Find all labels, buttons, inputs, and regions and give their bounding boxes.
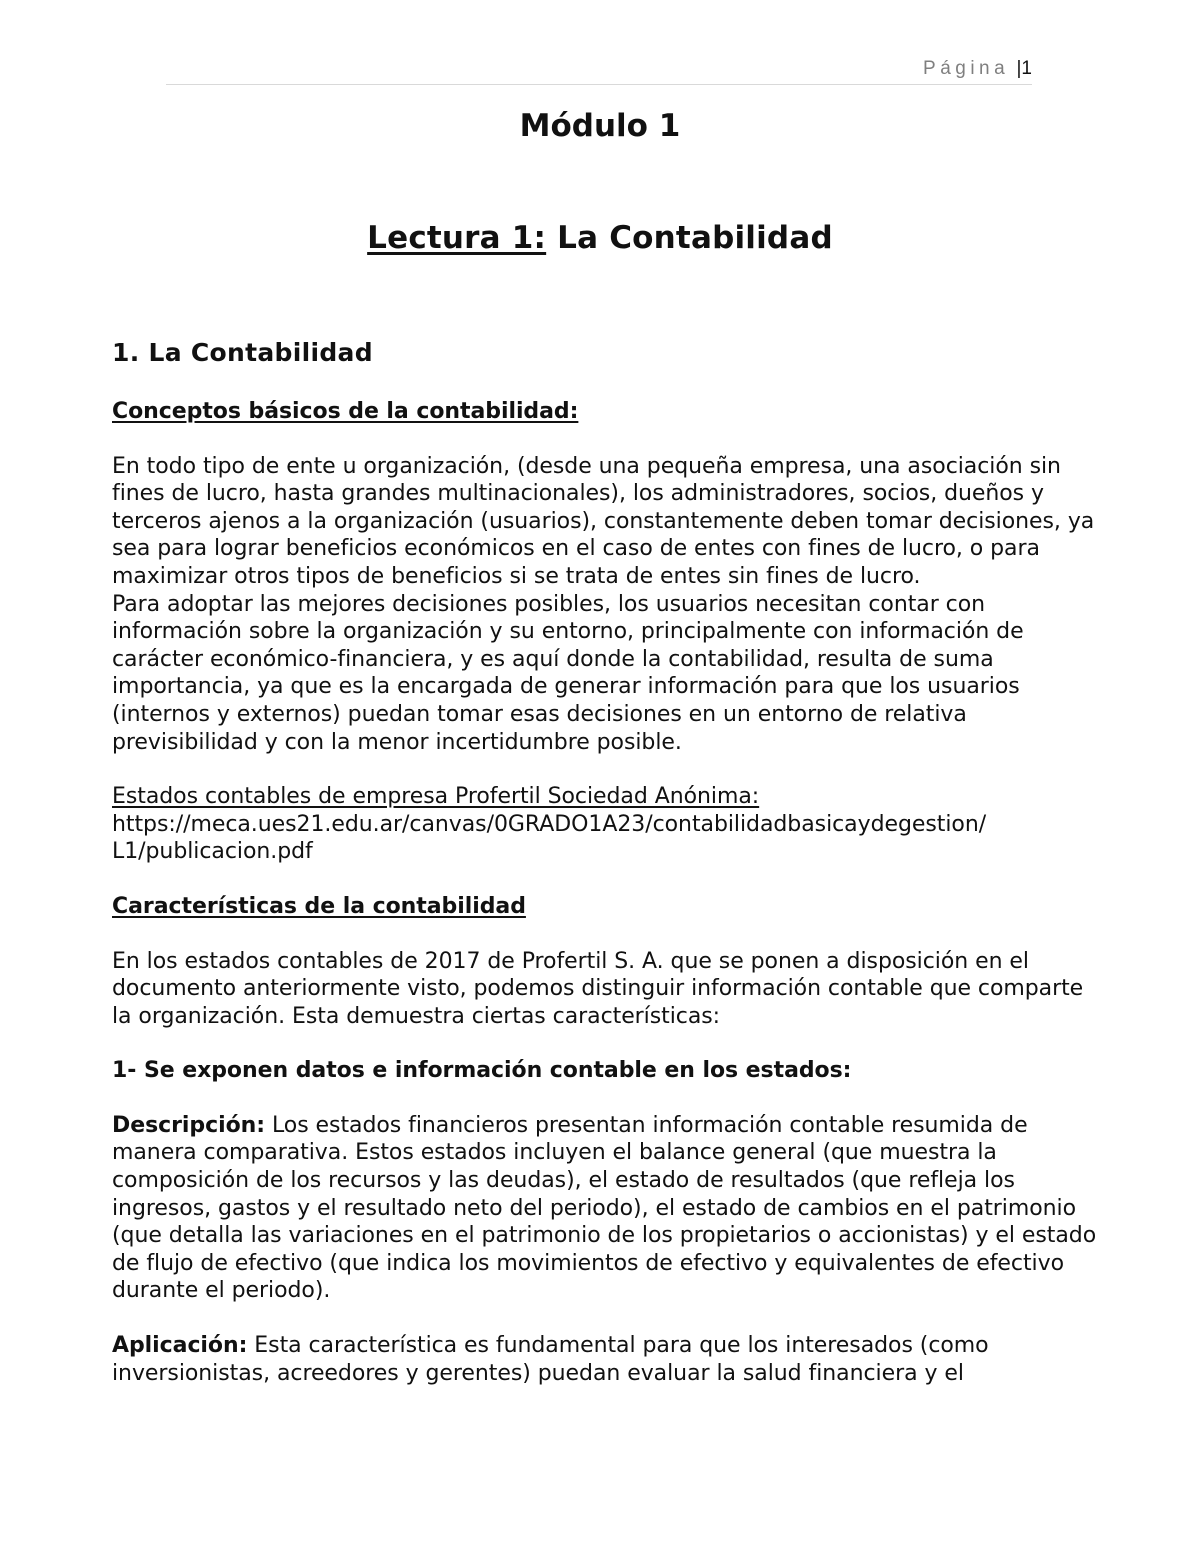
application-label: Aplicación: [112,1333,248,1359]
subheading-characteristics: Características de la contabilidad [112,893,526,919]
financial-statements-link-label: Estados contables de empresa Profertil Sociedad Anónima: [112,784,760,810]
url-line-2[interactable]: L1/publicacion.pdf [112,839,313,865]
subheading-basic-concepts: Conceptos básicos de la contabilidad: [112,399,579,424]
application-text: Esta característica es fundamental para que los interesados (como inversionistas, acreedores y gerentes) puedan evaluar la salud financiera y el [112,1333,989,1386]
page-number-label [923,58,1032,80]
paragraph-decisions: Para adoptar las mejores decisiones posibles, los usuarios necesitan contar con información sobre la organización y su entorno, principalmente con información de carácter económico-financiera, y es aquí donde la contabilidad, resulta de suma importancia, ya que es la encargada de generar información para que los usuarios (internos y externos) puedan tomar esas decisiones en un entorno de relativa previsibilidad y con la menor incertidumbre posible. [112,591,1024,755]
document-body [112,336,1102,1387]
paragraph-description [112,1112,1102,1305]
paragraph-organizations: En todo tipo de ente u organización, (desde una pequeña empresa, una asociación sin fines de lucro, hasta grandes multinacionales), los administradores, socios, dueños y terceros ajenos a la organización (usuarios), constantemente deben tomar decisiones, ya sea para lograr beneficios económicos en el caso de entes con fines de lucro, o para maximizar otros tipos de beneficios si se trata de entes sin fines de lucro. [112,453,1095,589]
description-label: Descripción: [112,1112,266,1138]
page-header [166,56,1032,85]
financial-statements-url[interactable] [112,811,1102,866]
module-title: Módulo 1 [519,108,681,144]
lecture-label: Lectura 1: [367,220,547,256]
page-word: Página [923,58,1010,79]
page-separator: | [1016,58,1022,79]
description-text: Los estados financieros presentan información contable resumida de manera comparativa. Estos estados incluyen el balance general (que muestra la composición de los recursos y las deudas), el estado de resultados (que refleja los ingresos, gastos y el resultado neto del periodo), el estado de cambios en el patrimonio (que detalla las variaciones en el patrimonio de los propietarios o accionistas) y el estado de flujo de efectivo (que indica los movimientos de efectivo y equivalentes de efectivo durante el periodo). [112,1112,1097,1304]
page-number: 1 [1021,58,1032,79]
lecture-name: La Contabilidad [546,220,833,256]
numbered-heading-1: 1- Se exponen datos e información contable en los estados: [112,1058,852,1084]
lecture-title [0,220,1200,256]
url-line-1[interactable]: https://meca.ues21.edu.ar/canvas/0GRADO1A23/contabilidadbasicaydegestion/ [112,811,987,837]
paragraph-profertil: En los estados contables de 2017 de Profertil S. A. que se ponen a disposición en el documento anteriormente visto, podemos distinguir información contable que comparte la organización. Esta demuestra ciertas características: [112,948,1084,1029]
section-heading: 1. La Contabilidad [112,338,373,367]
paragraph-application [112,1332,1102,1387]
